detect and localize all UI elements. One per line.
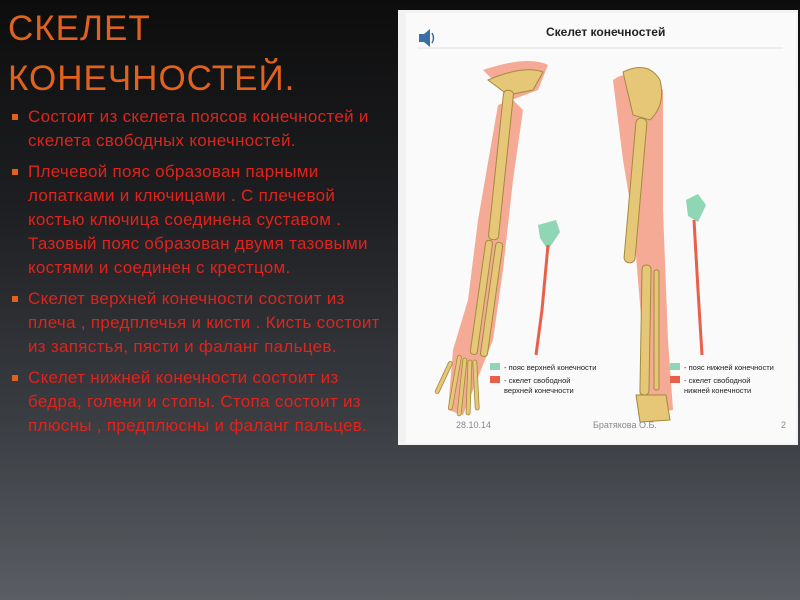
legend-lower-item2-line1: - скелет свободной — [684, 376, 751, 385]
bullet-text: Скелет верхней конечности состоит из плеча , предплечья и кисти . Кисть состоит из запястья, пясти и фаланг пальцев. — [28, 289, 380, 356]
footer-author: Братякова О.Б. — [593, 420, 657, 430]
bullet-text: Состоит из скелета поясов конечностей и скелета свободных конечностей. — [28, 107, 369, 150]
bullet-square-icon — [12, 375, 18, 381]
fibula-bone — [654, 270, 659, 390]
figure-title: Скелет конечностей — [546, 25, 666, 39]
bullet-text: Скелет нижней конечности состоит из бедра, голени и стопы. Стопа состоит из плюсны , предплюсны и фаланг пальцев. — [28, 368, 368, 435]
bullet-list — [10, 105, 395, 445]
legend-lower-girdle-swatch — [670, 363, 680, 370]
title-line-2: КОНЕЧНОСТЕЙ. — [8, 59, 296, 98]
footer-page-number: 2 — [781, 420, 787, 430]
legend-upper-item1: - пояс верхней конечности — [504, 363, 597, 372]
legend-lower-free-limb-swatch — [670, 376, 680, 383]
legend-girdle-swatch — [490, 363, 500, 370]
slide-title — [8, 4, 398, 104]
legend-lower-item1: - пояс нижней конечности — [684, 363, 774, 372]
footer-date: 28.10.14 — [456, 420, 492, 430]
bullet-square-icon — [12, 114, 18, 120]
bullet-square-icon — [12, 169, 18, 175]
tibia-bone — [640, 265, 651, 395]
limb-skeleton-figure — [398, 10, 798, 445]
bullet-square-icon — [12, 296, 18, 302]
bullet-text: Плечевой пояс образован парными лопатками и ключицами . С плечевой костью ключица соединена суставом . Тазовый пояс образован двумя тазовыми костями и соединен с крестцом. — [28, 162, 368, 277]
bullet-item — [10, 105, 395, 153]
bullet-item — [10, 287, 395, 359]
foot-bones — [636, 395, 670, 422]
legend-free-limb-swatch — [490, 376, 500, 383]
legend-lower-item2-line2: нижней конечности — [684, 386, 752, 395]
legend-upper-item2-line2: верхней конечности — [504, 386, 574, 395]
figure-svg — [398, 10, 798, 445]
bullet-item — [10, 366, 395, 438]
title-line-1: СКЕЛЕТ — [8, 9, 151, 48]
bullet-item — [10, 160, 395, 280]
legend-upper-item2-line1: - скелет свободной — [504, 376, 571, 385]
